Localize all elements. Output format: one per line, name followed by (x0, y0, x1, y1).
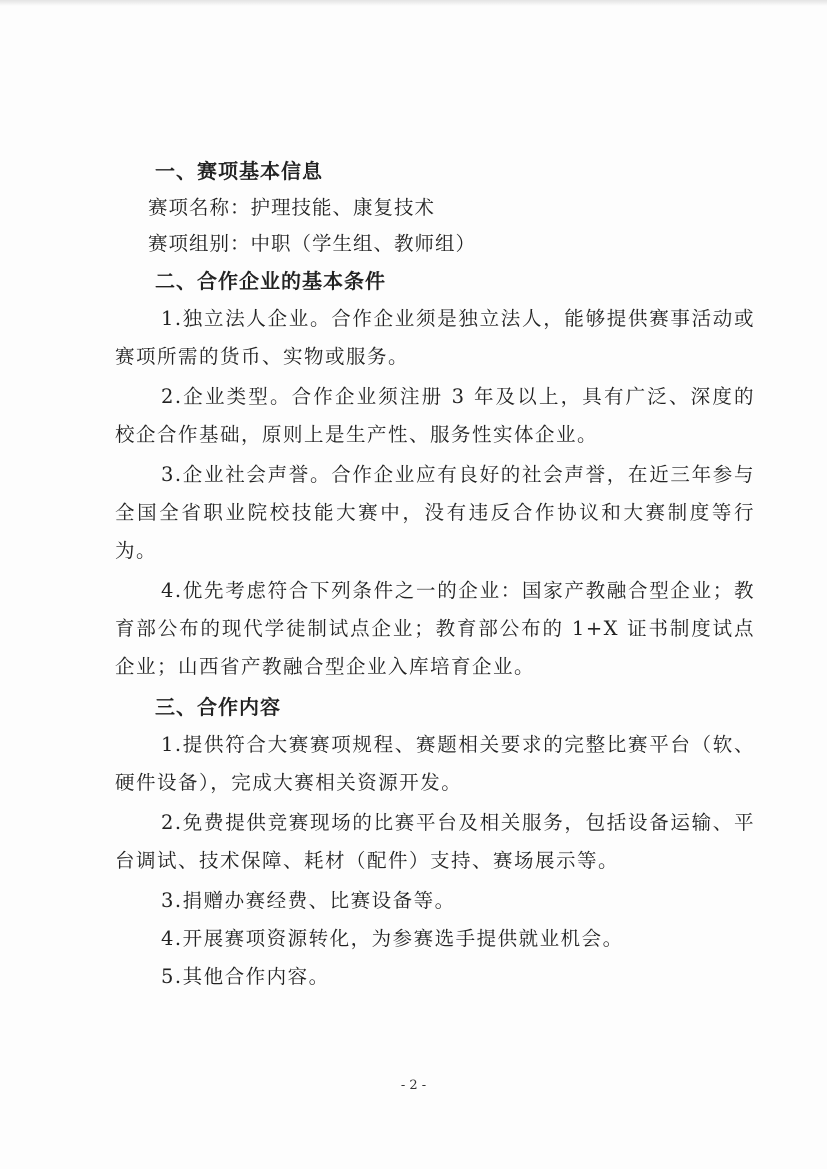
content-item-5: 5.其他合作内容。 (161, 965, 330, 988)
content-item-1: 1.提供符合大赛赛项规程、赛题相关要求的完整比赛平台（软、硬件设备），完成大赛相关资源开发。 (115, 733, 755, 794)
content-item-3: 3.捐赠办赛经费、比赛设备等。 (161, 889, 456, 912)
content-item-2: 2.免费提供竞赛现场的比赛平台及相关服务，包括设备运输、平台调试、技术保障、耗材（配件）支持、赛场展示等。 (115, 811, 755, 872)
content-item-4: 4.开展赛项资源转化，为参赛选手提供就业机会。 (161, 927, 624, 950)
section-1-heading: 一、赛项基本信息 (155, 159, 323, 183)
condition-item-3: 3.企业社会声誉。合作企业应有良好的社会声誉，在近三年参与全国全省职业院校技能大赛中，没有违反合作协议和大赛制度等行为。 (115, 463, 755, 562)
section-2-heading: 二、合作企业的基本条件 (155, 269, 386, 293)
condition-item-1: 1.独立法人企业。合作企业须是独立法人，能够提供赛事活动或赛项所需的货币、实物或服务。 (115, 307, 755, 368)
section-3-heading: 三、合作内容 (155, 695, 281, 719)
condition-item-4: 4.优先考虑符合下列条件之一的企业：国家产教融合型企业；教育部公布的现代学徒制试点企业；教育部公布的 1+X 证书制度试点企业；山西省产教融合型企业入库培育企业。 (115, 579, 755, 678)
event-group-line: 赛项组别：中职（学生组、教师组） (148, 232, 477, 255)
page-number: - 2 - (400, 1078, 427, 1093)
scan-top-edge (0, 0, 827, 6)
event-name-line: 赛项名称：护理技能、康复技术 (148, 196, 436, 219)
condition-item-2: 2.企业类型。合作企业须注册 3 年及以上，具有广泛、深度的校企合作基础，原则上是生产性、服务性实体企业。 (115, 385, 755, 446)
document-body (115, 152, 755, 996)
